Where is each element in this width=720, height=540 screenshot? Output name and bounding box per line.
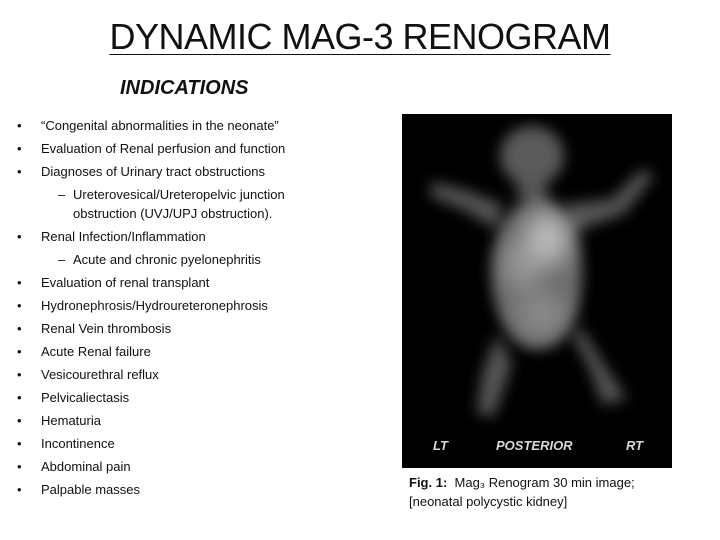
list-item <box>0 455 340 478</box>
list-item <box>0 363 340 386</box>
sub-list-item-text: Acute and chronic pyelonephritis <box>73 252 261 267</box>
slide-subtitle: INDICATIONS <box>120 77 249 99</box>
list-item-text: Pelvicaliectasis <box>41 390 130 405</box>
caption-line-2: [neonatal polycystic kidney] <box>409 494 568 509</box>
list-item <box>0 409 340 432</box>
list-item-text: “Congenital abnormalities in the neonate” <box>41 118 279 133</box>
bullet-icon: • <box>17 275 22 290</box>
bullet-icon: • <box>17 390 22 405</box>
list-item <box>0 478 340 501</box>
sub-list-item <box>0 248 340 271</box>
list-item-text: Hydronephrosis/Hydroureteronephrosis <box>41 298 268 313</box>
indications-list <box>0 114 340 501</box>
scan-label-right: RT <box>626 438 644 453</box>
list-item <box>0 160 340 183</box>
figure-caption <box>409 473 635 511</box>
sub-list-item <box>0 183 340 225</box>
list-item-text: Vesicourethral reflux <box>41 367 159 382</box>
bullet-icon: • <box>17 298 22 313</box>
list-item <box>0 271 340 294</box>
bullet-icon: • <box>17 229 22 244</box>
list-item-text: Renal Infection/Inflammation <box>41 229 206 244</box>
list-item <box>0 137 340 160</box>
scan-label-posterior: POSTERIOR <box>496 438 573 453</box>
list-item-text: Abdominal pain <box>41 459 131 474</box>
dash-icon: – <box>58 252 66 267</box>
bullet-icon: • <box>17 367 22 382</box>
bullet-icon: • <box>17 482 22 497</box>
list-item-text: Diagnoses of Urinary tract obstructions <box>41 164 265 179</box>
dash-icon: – <box>58 187 66 202</box>
bullet-icon: • <box>17 459 22 474</box>
list-item-text: Evaluation of Renal perfusion and function <box>41 141 286 156</box>
list-item-text: Acute Renal failure <box>41 344 151 359</box>
list-item <box>0 340 340 363</box>
bullet-icon: • <box>17 118 22 133</box>
sub-list-item-text: Ureterovesical/Ureteropelvic junction obstruction (UVJ/UPJ obstruction). <box>73 187 285 221</box>
bullet-icon: • <box>17 141 22 156</box>
renogram-image <box>402 114 672 468</box>
list-item-text: Hematuria <box>41 413 101 428</box>
list-item <box>0 432 340 455</box>
list-item-text: Evaluation of renal transplant <box>41 275 210 290</box>
caption-label: Fig. 1: <box>409 475 448 490</box>
slide-title: DYNAMIC MAG-3 RENOGRAM <box>109 16 611 57</box>
list-item <box>0 317 340 340</box>
list-item-text: Palpable masses <box>41 482 140 497</box>
list-item <box>0 225 340 248</box>
caption-line-1: Mag₃ Renogram 30 min image; <box>454 475 635 490</box>
scan-body-silhouette <box>402 114 672 468</box>
bullet-icon: • <box>17 436 22 451</box>
bullet-icon: • <box>17 164 22 179</box>
list-item <box>0 294 340 317</box>
list-item <box>0 386 340 409</box>
list-item-text: Renal Vein thrombosis <box>41 321 172 336</box>
bullet-icon: • <box>17 413 22 428</box>
bullet-icon: • <box>17 321 22 336</box>
list-item-text: Incontinence <box>41 436 115 451</box>
list-item <box>0 114 340 137</box>
scan-label-left: LT <box>433 438 448 453</box>
bullet-icon: • <box>17 344 22 359</box>
